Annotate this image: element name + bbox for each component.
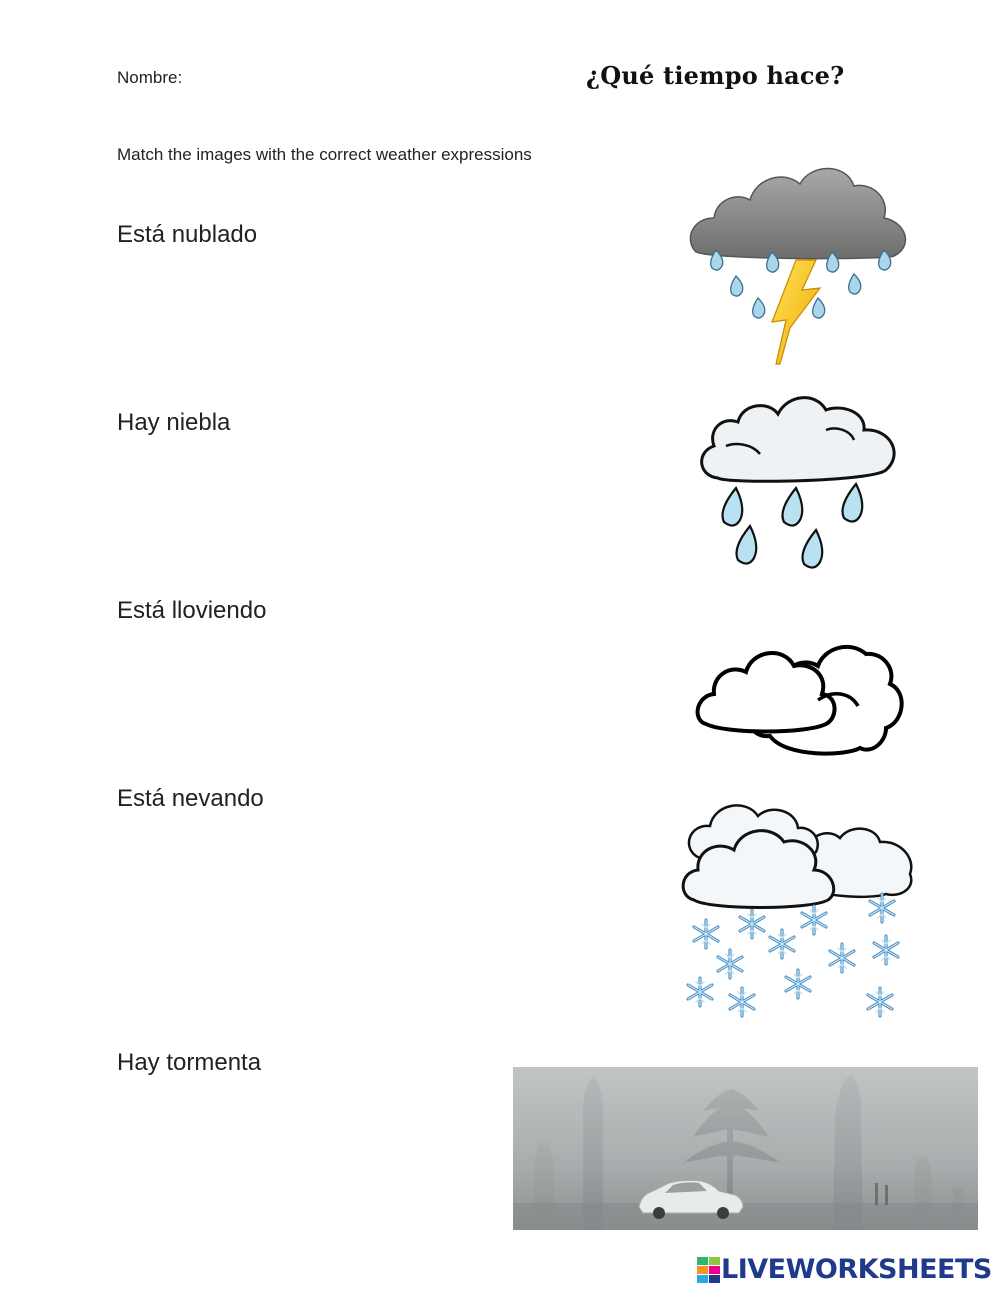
instructions: Match the images with the correct weather expressions [117,145,532,164]
page-title: ¿Qué tiempo hace? [586,61,845,90]
storm-cloud-icon[interactable] [684,160,912,372]
expression-2[interactable]: Hay niebla [117,409,231,436]
expression-1[interactable]: Está nublado [117,221,258,248]
rain-cloud-icon[interactable] [696,384,900,578]
expression-4[interactable]: Está nevando [117,785,264,812]
expression-5[interactable]: Hay tormenta [117,1049,262,1076]
logo-text: LIVEWORKSHEETS [721,1254,992,1285]
expression-3[interactable]: Está lloviendo [117,597,267,624]
snow-cloud-icon[interactable] [680,796,920,1022]
cloudy-icon[interactable] [696,612,904,758]
logo-mark-icon [697,1257,721,1283]
name-label: Nombre: [117,68,183,87]
fog-photo[interactable] [513,1067,978,1230]
liveworksheets-logo[interactable] [697,1255,992,1285]
fog-scene [513,1067,978,1230]
